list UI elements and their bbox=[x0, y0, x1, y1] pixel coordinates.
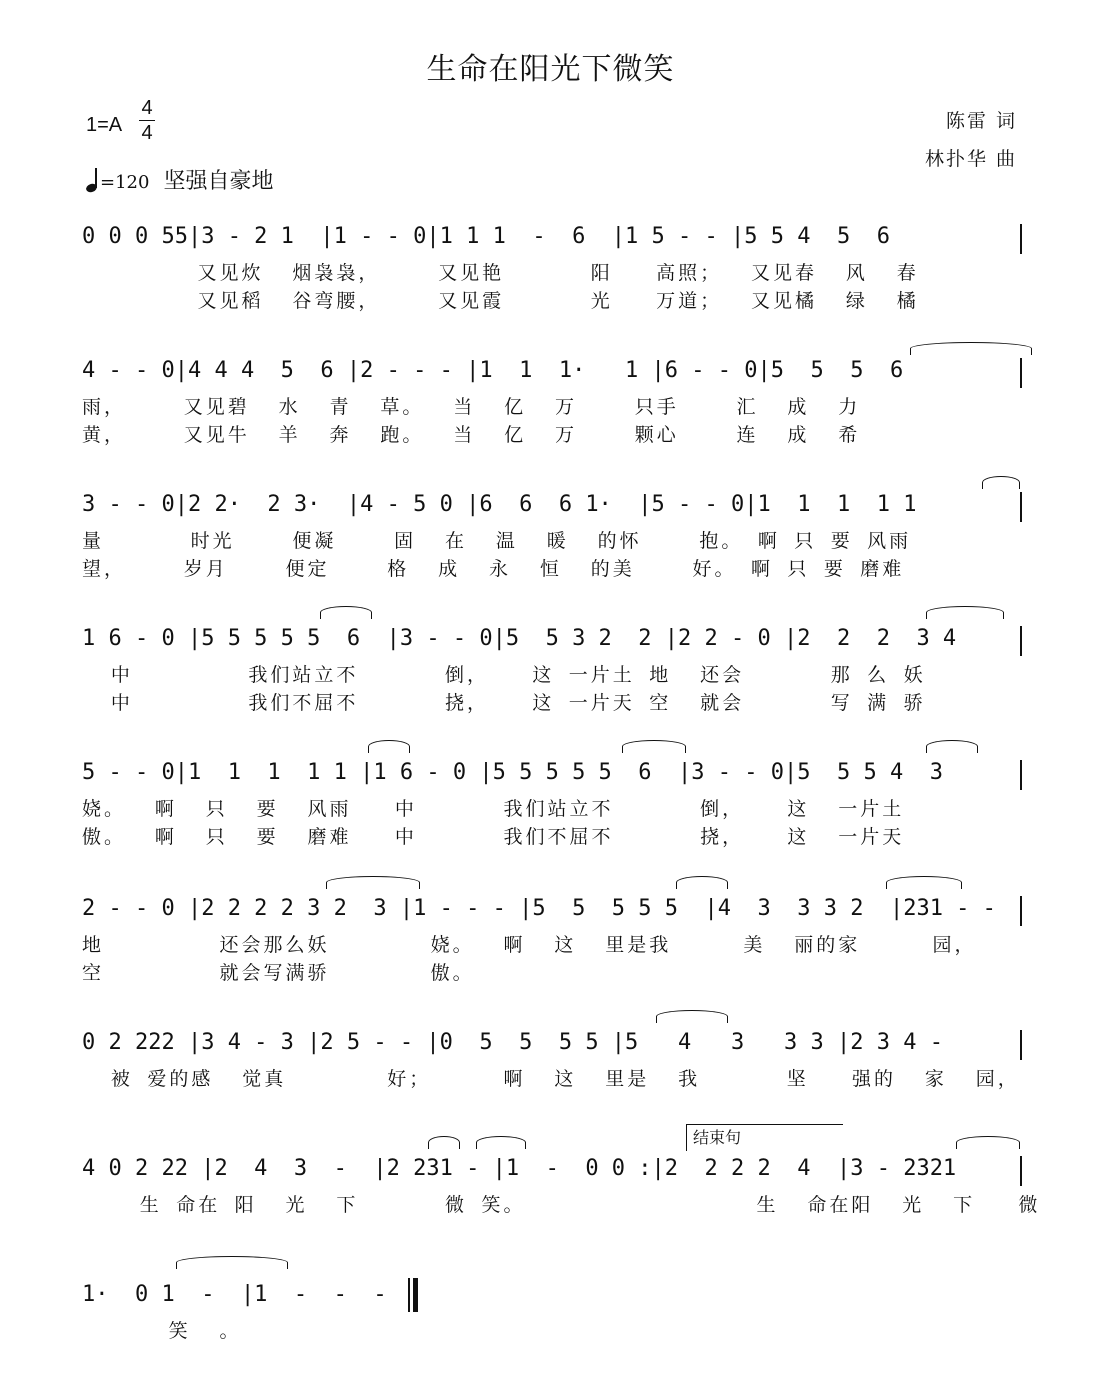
lyrics-verse-2: 又见稻 谷弯腰， 又见霞 光 万道； 又见橘 绿 橘 bbox=[82, 290, 919, 312]
notes-line: 0 2 222 |3 4 - 3 |2 5 - - |0 5 5 5 5 |5 4 3 3 3 |2 3 4 - bbox=[82, 1030, 943, 1055]
slur bbox=[656, 1010, 728, 1023]
lyrics-verse-2: 望， 岁月 便定 格 成 永 恒 的美 好。 啊 只 要 磨难 bbox=[82, 558, 905, 580]
slur bbox=[326, 876, 420, 889]
time-signature-top: 4 bbox=[141, 97, 153, 119]
key-signature: 1=A bbox=[86, 114, 123, 136]
composer-credit: 林扑华 曲 bbox=[924, 148, 1017, 170]
barline bbox=[1020, 626, 1022, 656]
slur bbox=[910, 342, 1032, 355]
barline bbox=[1020, 760, 1022, 790]
lyrics-verse-1: 被 爱的感 觉真 好； 啊 这 里是 我 坚 强的 家 园， bbox=[82, 1068, 1020, 1090]
notes-line: 0 0 0 55|3 - 2 1 |1 - - 0|1 1 1 - 6 |1 5 - - |5 5 4 5 6 bbox=[82, 224, 890, 249]
slur bbox=[622, 740, 686, 753]
barline bbox=[1020, 224, 1022, 254]
slur bbox=[476, 1136, 526, 1149]
barline bbox=[1020, 896, 1022, 926]
lyrics-verse-1: 量 时光 便凝 固 在 温 暖 的怀 抱。 啊 只 要 风雨 bbox=[82, 530, 912, 552]
time-signature bbox=[138, 96, 156, 145]
lyricist-credit: 陈雷 词 bbox=[945, 110, 1017, 132]
lyrics-verse-1: 笑 。 bbox=[82, 1320, 242, 1342]
quarter-note-icon bbox=[86, 168, 100, 192]
notes-line: 1· 0 1 - |1 - - - bbox=[82, 1282, 387, 1307]
lyrics-verse-2: 黄， 又见牛 羊 奔 跑。 当 亿 万 颗心 连 成 希 bbox=[82, 424, 861, 446]
lyrics-verse-2: 傲。 啊 只 要 磨难 中 我们不屈不 挠， 这 一片天 bbox=[82, 826, 905, 848]
notes-line: 5 - - 0|1 1 1 1 1 |1 6 - 0 |5 5 5 5 5 6 |3 - - 0|5 5 5 4 3 bbox=[82, 760, 943, 785]
slur bbox=[320, 606, 372, 619]
slur bbox=[676, 876, 728, 889]
final-barline bbox=[408, 1278, 418, 1312]
tempo-value: =120 bbox=[100, 172, 150, 193]
barline bbox=[1020, 358, 1022, 388]
notes-line: 4 - - 0|4 4 4 5 6 |2 - - - |1 1 1· 1 |6 - - 0|5 5 5 6 bbox=[82, 358, 904, 383]
notes-line: 2 - - 0 |2 2 2 2 3 2 3 |1 - - - |5 5 5 5 5 |4 3 3 3 2 |231 - - bbox=[82, 896, 996, 921]
lyrics-verse-2: 中 我们不屈不 挠， 这 一片天 空 就会 写 满 骄 bbox=[82, 692, 926, 714]
lyrics-verse-1: 中 我们站立不 倒， 这 一片土 地 还会 那 么 妖 bbox=[82, 664, 926, 686]
slur bbox=[428, 1136, 460, 1149]
lyrics-verse-1: 雨， 又见碧 水 青 草。 当 亿 万 只手 汇 成 力 bbox=[82, 396, 861, 418]
ending-label: 结束句 bbox=[693, 1128, 742, 1147]
notes-line: 1 6 - 0 |5 5 5 5 5 6 |3 - - 0|5 5 3 2 2 |2 2 - 0 |2 2 2 3 4 bbox=[82, 626, 957, 651]
barline bbox=[1020, 1030, 1022, 1060]
expression-marking: 坚强自豪地 bbox=[163, 169, 274, 194]
notes-line: 4 0 2 22 |2 4 3 - |2 231 - |1 - 0 0 :|2 2 2 2 4 |3 - 2321 bbox=[82, 1156, 957, 1181]
slur bbox=[368, 740, 410, 753]
slur bbox=[886, 876, 962, 889]
slur bbox=[926, 740, 978, 753]
lyrics-verse-1: 又见炊 烟袅袅， 又见艳 阳 高照； 又见春 风 春 bbox=[82, 262, 919, 284]
time-signature-bottom: 4 bbox=[141, 122, 153, 144]
lyrics-verse-1: 生 命在 阳 光 下 微 笑。 生 命在阳 光 下 微 bbox=[82, 1194, 1041, 1216]
slur bbox=[176, 1256, 288, 1269]
lyrics-verse-2: 空 就会写满骄 傲。 bbox=[82, 962, 475, 984]
song-title: 生命在阳光下微笑 bbox=[426, 52, 675, 87]
slur bbox=[956, 1136, 1020, 1149]
notes-line: 3 - - 0|2 2· 2 3· |4 - 5 0 |6 6 6 1· |5 - - 0|1 1 1 1 1 bbox=[82, 492, 917, 517]
barline bbox=[1020, 1156, 1022, 1186]
barline bbox=[1020, 492, 1022, 522]
lyrics-verse-1: 娆。 啊 只 要 风雨 中 我们站立不 倒， 这 一片土 bbox=[82, 798, 905, 820]
tempo-marking bbox=[86, 164, 273, 195]
slur bbox=[982, 476, 1020, 489]
lyrics-verse-1: 地 还会那么妖 娆。 啊 这 里是我 美 丽的家 园， bbox=[82, 934, 977, 956]
slur bbox=[926, 606, 1004, 619]
ending-bracket bbox=[686, 1124, 843, 1151]
